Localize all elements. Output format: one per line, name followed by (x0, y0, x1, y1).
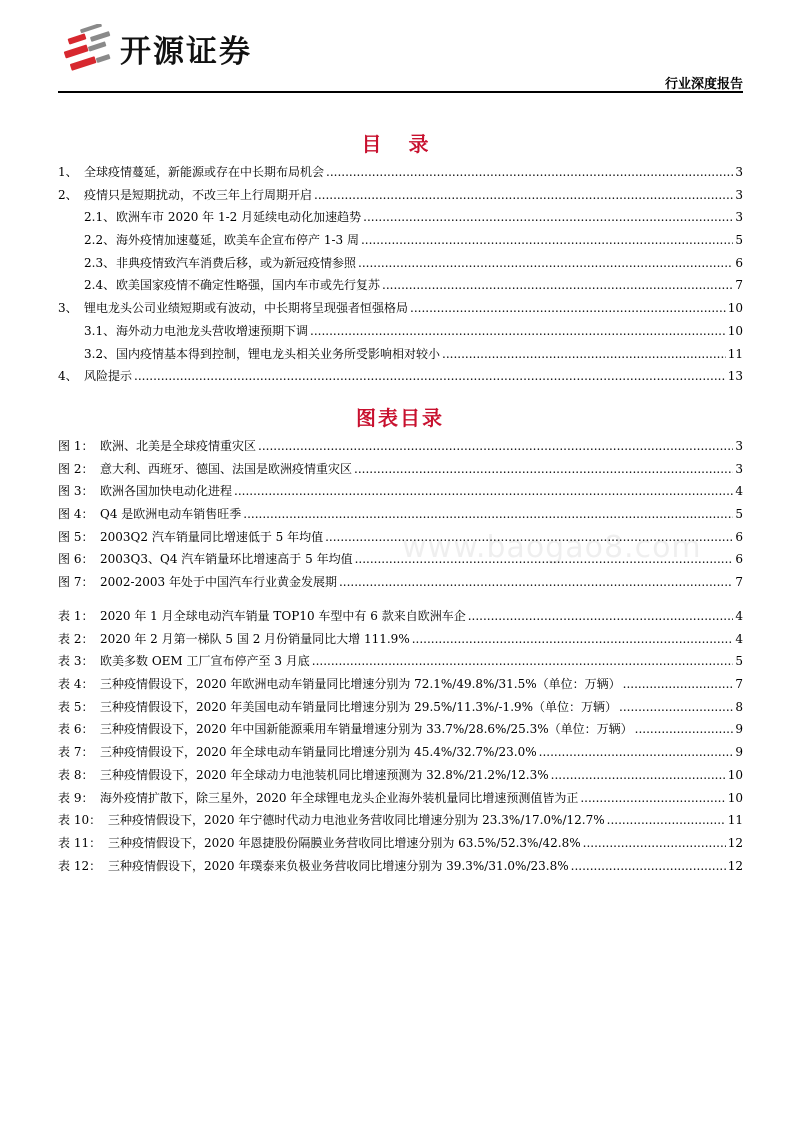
table-entry[interactable] (58, 628, 743, 651)
entry-title: 疫情只是短期扰动，不改三年上行周期开启 (84, 187, 313, 202)
entry-number: 4、 (58, 369, 78, 384)
toc-list (58, 161, 743, 388)
entry-title: 海外疫情扩散下，除三星外，2020 年全球锂电龙头企业海外装机量同比增速预测值皆为正 (100, 790, 579, 805)
entry-title: 海外动力电池龙头营收增速预期下调 (116, 323, 309, 338)
entry-title: 三种疫情假设下，2020 年璞泰来负极业务营收同比增速分别为 39.3%/31.0%/23.8% (108, 858, 569, 873)
entry-number: 图 1： (58, 439, 94, 453)
entry-page-number: 5 (735, 233, 743, 248)
figure-list (58, 435, 743, 594)
table-entry[interactable] (58, 696, 743, 719)
entry-number: 表 9： (58, 790, 94, 805)
toc-title: 目 录 (361, 132, 439, 156)
figure-entry[interactable] (58, 458, 743, 481)
entry-page-number: 3 (735, 165, 743, 179)
entry-title: 全球疫情蔓延，新能源或存在中长期布局机会 (84, 165, 325, 179)
entry-number: 3、 (58, 301, 78, 316)
entry-number: 图 2： (58, 461, 94, 476)
charts-toc-title: 图表目录 (356, 406, 444, 430)
entry-title: 三种疫情假设下，2020 年恩捷股份隔膜业务营收同比增速分别为 63.5%/52.3%/42.8% (108, 835, 581, 850)
entry-number: 表 7： (58, 745, 94, 760)
entry-number: 图 4： (58, 507, 94, 522)
dot-leader (412, 628, 733, 651)
entry-title: 三种疫情假设下，2020 年全球电动车销量同比增速分别为 45.4%/32.7%/23.0% (100, 745, 537, 760)
table-entry[interactable] (58, 673, 743, 696)
entry-number: 3.2、 (84, 346, 116, 361)
dot-leader (134, 365, 726, 388)
entry-number: 图 7： (58, 575, 94, 590)
entry-number: 2、 (58, 187, 78, 202)
entry-title: 2002-2003 年处于中国汽车行业黄金发展期 (100, 575, 337, 590)
entry-title: 欧洲各国加快电动化进程 (100, 484, 233, 499)
entry-title: 海外疫情加速蔓延，欧美车企宣布停产 1-3 周 (116, 233, 359, 248)
entry-page-number: 13 (727, 369, 743, 384)
entry-page-number: 4 (735, 609, 743, 623)
table-entry[interactable] (58, 650, 743, 673)
dot-leader (619, 696, 733, 719)
entry-number: 2.1、 (84, 210, 116, 225)
entry-title: 欧洲、北美是全球疫情重灾区 (100, 439, 257, 453)
entry-page-number: 3 (735, 187, 743, 202)
toc-entry[interactable] (58, 184, 743, 207)
entry-number: 表 4： (58, 677, 94, 692)
entry-number: 表 2： (58, 631, 94, 646)
dot-leader (258, 435, 733, 458)
entry-page-number: 8 (735, 699, 743, 714)
toc-entry[interactable] (58, 161, 743, 184)
entry-number: 2.3、 (84, 255, 116, 270)
dot-leader (551, 764, 726, 787)
toc-entry[interactable] (58, 229, 743, 252)
entry-page-number: 9 (735, 722, 743, 737)
entry-page-number: 7 (735, 677, 743, 692)
dot-leader (580, 787, 725, 810)
figure-entry[interactable] (58, 571, 743, 594)
entry-page-number: 3 (735, 461, 743, 476)
entry-number: 表 12： (58, 858, 102, 873)
entry-title: 锂电龙头公司业绩短期或有波动，中长期将呈现强者恒强格局 (84, 301, 409, 316)
entry-title: 三种疫情假设下，2020 年美国电动车销量同比增速分别为 29.5%/11.3%/-1.9%（单位：万辆） (100, 699, 618, 714)
watermark-text: www.baogao8.com (402, 530, 702, 565)
entry-title: 欧美国家疫情不确定性略强，国内车市或先行复苏 (116, 278, 381, 293)
entry-page-number: 5 (735, 507, 743, 522)
toc-entry[interactable] (58, 343, 743, 366)
report-type-label: 行业深度报告 (664, 77, 743, 92)
dot-leader (339, 571, 733, 594)
figure-entry[interactable] (58, 480, 743, 503)
table-entry[interactable] (58, 718, 743, 741)
entry-number: 表 1： (58, 609, 94, 623)
entry-page-number: 6 (735, 255, 743, 270)
dot-leader (363, 206, 733, 229)
dot-leader (314, 184, 733, 207)
entry-page-number: 4 (735, 484, 743, 499)
dot-leader (539, 741, 733, 764)
entry-page-number: 12 (727, 835, 743, 850)
entry-number: 表 8： (58, 767, 94, 782)
entry-page-number: 6 (735, 552, 743, 567)
table-entry[interactable] (58, 855, 743, 878)
entry-title: 2003Q3、Q4 汽车销量环比增速高于 5 年均值 (100, 552, 353, 567)
entry-number: 2.4、 (84, 278, 116, 293)
figure-entry[interactable] (58, 435, 743, 458)
dot-leader (382, 274, 733, 297)
entry-title: 非典疫情致汽车消费后移，或为新冠疫情参照 (116, 255, 357, 270)
entry-title: 三种疫情假设下，2020 年欧洲电动车销量同比增速分别为 72.1%/49.8%/31.5%（单位：万辆） (100, 677, 621, 692)
entry-page-number: 9 (735, 745, 743, 760)
entry-title: 意大利、西班牙、德国、法国是欧洲疫情重灾区 (100, 461, 353, 476)
dot-leader (310, 320, 726, 343)
kaiyuan-logo-icon (62, 24, 114, 72)
entry-page-number: 4 (735, 631, 743, 646)
header-divider (58, 91, 743, 93)
entry-page-number: 6 (735, 529, 743, 544)
dot-leader (607, 809, 726, 832)
entry-title: 三种疫情假设下，2020 年宁德时代动力电池业务营收同比增速分别为 23.3%/17.0%/12.7% (108, 813, 605, 828)
table-entry[interactable] (58, 787, 743, 810)
entry-number: 表 10： (58, 813, 102, 828)
toc-entry[interactable] (58, 365, 743, 388)
page-header (0, 0, 800, 95)
dot-leader (635, 718, 733, 741)
toc-entry[interactable] (58, 274, 743, 297)
dot-leader (326, 161, 733, 184)
entry-number: 1、 (58, 165, 78, 179)
dot-leader (243, 503, 733, 526)
toc-entry[interactable] (58, 320, 743, 343)
entry-page-number: 10 (727, 790, 743, 805)
entry-number: 表 3： (58, 654, 94, 669)
entry-page-number: 7 (735, 278, 743, 293)
entry-title: 三种疫情假设下，2020 年全球动力电池装机同比增速预测为 32.8%/21.2%/12.3% (100, 767, 549, 782)
dot-leader (571, 855, 726, 878)
entry-number: 表 11： (58, 835, 102, 850)
entry-number: 表 5： (58, 699, 94, 714)
entry-title: 国内疫情基本得到控制，锂电龙头相关业务所受影响相对较小 (116, 346, 441, 361)
brand-name: 开源证券 (120, 33, 252, 70)
toc-entry[interactable] (58, 297, 743, 320)
dot-leader (623, 673, 733, 696)
brand-logo (62, 24, 252, 72)
entry-title: 风险提示 (84, 369, 133, 384)
entry-title: 2020 年 2 月第一梯队 5 国 2 月份销量同比大增 111.9% (100, 631, 410, 646)
dot-leader (358, 252, 733, 275)
entry-number: 图 3： (58, 484, 94, 499)
entry-page-number: 12 (727, 858, 743, 873)
entry-number: 2.2、 (84, 233, 116, 248)
entry-page-number: 3 (735, 439, 743, 453)
table-entry[interactable] (58, 809, 743, 832)
entry-number: 3.1、 (84, 323, 116, 338)
dot-leader (354, 458, 733, 481)
entry-title: 三种疫情假设下，2020 年中国新能源乘用车销量增速分别为 33.7%/28.6%/25.3%（单位：万辆） (100, 722, 633, 737)
entry-number: 图 6： (58, 552, 94, 567)
entry-title: 欧美多数 OEM 工厂宣布停产至 3 月底 (100, 654, 310, 669)
dot-leader (583, 832, 726, 855)
toc-entry[interactable] (58, 206, 743, 229)
table-entry[interactable] (58, 764, 743, 787)
entry-page-number: 11 (727, 813, 743, 828)
table-entry[interactable] (58, 605, 743, 628)
entry-title: 欧洲车市 2020 年 1-2 月延续电动化加速趋势 (116, 210, 362, 225)
dot-leader (361, 229, 733, 252)
entry-title: 2003Q2 汽车销量同比增速低于 5 年均值 (100, 529, 324, 544)
dot-leader (234, 480, 733, 503)
dot-leader (410, 297, 726, 320)
toc-entry[interactable] (58, 252, 743, 275)
entry-page-number: 10 (727, 301, 743, 316)
dot-leader (312, 650, 733, 673)
dot-leader (468, 605, 733, 628)
table-list (58, 605, 743, 877)
table-entry[interactable] (58, 741, 743, 764)
entry-page-number: 3 (735, 210, 743, 225)
entry-page-number: 10 (727, 767, 743, 782)
entry-page-number: 5 (735, 654, 743, 669)
entry-page-number: 11 (727, 346, 743, 361)
entry-page-number: 10 (727, 323, 743, 338)
entry-number: 图 5： (58, 529, 94, 544)
figure-entry[interactable] (58, 503, 743, 526)
entry-number: 表 6： (58, 722, 94, 737)
entry-title: Q4 是欧洲电动车销售旺季 (100, 507, 242, 522)
table-entry[interactable] (58, 832, 743, 855)
entry-title: 2020 年 1 月全球电动汽车销量 TOP10 车型中有 6 款来自欧洲车企 (100, 609, 466, 623)
dot-leader (442, 343, 726, 366)
entry-page-number: 7 (735, 575, 743, 590)
